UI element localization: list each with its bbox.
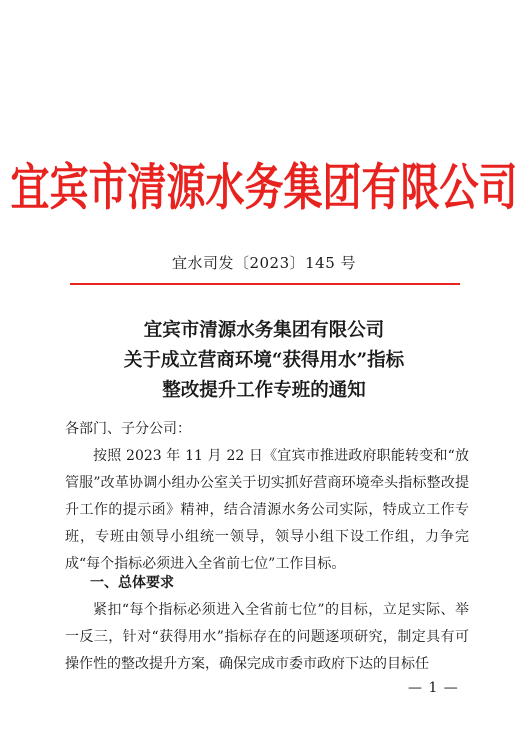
body-paragraph-1: 按照 2023 年 11 月 22 日《宜宾市推进政府职能转变和“放管服”改革协调小组办公室关于切实抓好营商环境牵头指标整改提升工作的提示函》精神，结合清源水务公司实际，特成立工作专班，专班由领导小组统一领导，领导小组下设工作组，力争完成“每个指标必须进入全省前七位”工作目标。 [65,448,469,572]
document-number: 宜水司发〔2023〕145 号 [171,254,357,272]
body-paragraph-2: 紧扣“每个指标必须进入全省前七位”的目标，立足实际、举一反三，针对“获得用水”指标存在的问题逐项研究，制定具有可操作性的整改提升方案，确保完成市委市政府下达的目标任 [65,602,469,672]
document-title [0,316,528,406]
page-number: — 1 — [408,680,459,696]
red-divider-line [70,283,460,285]
title-line-2: 关于成立营商环境“获得用水”指标 [123,350,405,371]
salutation: 各部门、子分公司： [65,421,191,437]
section-heading-1: 一、总体要求 [90,575,174,591]
title-line-3: 整改提升工作专班的通知 [162,380,366,401]
organization-red-header: 宜宾市清源水务集团有限公司 [10,159,518,218]
title-line-1: 宜宾市清源水务集团有限公司 [143,320,385,341]
